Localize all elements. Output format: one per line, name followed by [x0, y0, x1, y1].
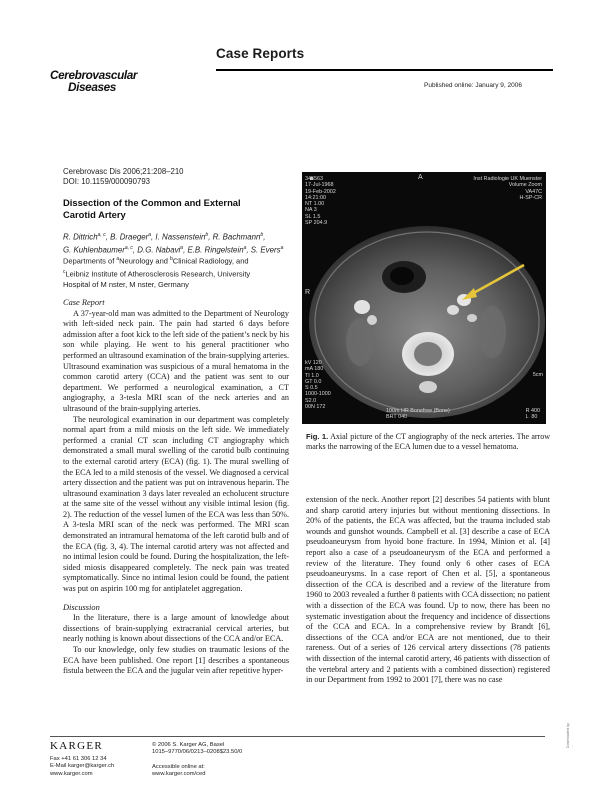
section-title: Case Reports — [216, 46, 305, 61]
discussion-paragraph-2: To our knowledge, only few studies on traumatic lesions of the ECA have been published. One report [1] describes a spontaneous fistula between the ECA and the jugular vein after repetitive hyper- — [63, 645, 289, 676]
title-line-1: Dissection of the Common and External — [63, 197, 241, 208]
website-link[interactable]: www.karger.com — [50, 770, 93, 777]
left-column-body — [63, 298, 289, 677]
header-rule — [216, 69, 553, 71]
authors — [63, 230, 283, 256]
ct-angiography-image — [302, 172, 546, 424]
issn-line: 1015–9770/06/0213–0208$23.50/0 — [152, 749, 243, 756]
online-label: Accessible online at: — [152, 763, 205, 770]
article-title — [63, 197, 241, 221]
download-margin-note: Downloaded by: ... — [566, 722, 574, 748]
overlay-scale: 5cm — [532, 372, 543, 378]
discussion-heading: Discussion — [63, 602, 100, 612]
right-paragraph-1: extension of the neck. Another report [2] describes 54 patients with blunt and sharp carotid artery injuries but without mentioning dissections. In 20% of the patients, the ECA was affected, but the trauma included stab wounds and gunshot wounds. Campbell et al. [3] describe a case of ECA pseudoaneurysm from hyoid bone fracture. In 1994, Minion et al. [4] report also a case of a pseudoaneurysm of the ECA and performed a review of the literature. They found only 6 other cases of ECA pseudoaneurysms. In a case report of Chen et al. [5], a spontaneous dissection of the CCA is described and a review of the literature from 1960 to 2003 revealed a further 8 patients with CCA dissection; no patient with a dissection of the ECA was found. Up to now, there has been no systematic investigation about the frequency and incidence of dissections of the CCA and ECA. In a comprehensive review by Brandt [6], dissections of the CCA and/or ECA are not mentioned, due to their rareness. Out of a series of 126 cervical artery dissections (78 patients with dissection of the internal carotid artery, 46 patients with dissection of the vertebral artery and 2 patients with a combined dissection) registered in our Department from 1992 to 2001 [7], there was no case — [306, 495, 550, 685]
case-report-heading: Case Report — [63, 298, 105, 307]
online-url-link[interactable]: www.karger.com/ced — [152, 771, 206, 778]
copyright-line: © 2006 S. Karger AG, Basel — [152, 742, 225, 748]
fax-line: Fax +41 61 306 12 34 — [50, 756, 107, 762]
email-link[interactable]: E-Mail karger@karger.ch — [50, 763, 115, 770]
published-date: Published online: January 9, 2006 — [424, 82, 522, 89]
citation — [63, 167, 184, 188]
citation-line: Cerebrovasc Dis 2006;21:208–210 — [63, 167, 184, 176]
doi-line: DOI: 10.1159/000090793 — [63, 177, 150, 187]
authors-line-1: R. Dittrich$^{a, c}$, B. Draeger$^a$, I. Nassenstein$^b$, R. Bachmann$^b$, — [63, 232, 266, 242]
overlay-bottom-right: R 400 L 80 — [525, 408, 540, 421]
affiliation-line-1: Departments of $^a$Neurology and $^b$Clinical Radiology, and — [63, 256, 249, 266]
publisher-contact — [50, 756, 114, 778]
overlay-top-right: Inst Radiologie UK Muenster Volume Zoom VA47C H-SP-CR — [473, 176, 542, 201]
journal-logo-line2: Diseases — [68, 80, 116, 94]
figure-label: Fig. 1. — [306, 432, 329, 441]
case-paragraph-2: The neurological examination in our department was completely normal apart from a mild miosis on the left side. We immediately performed a cranial CT scan including CT angiography which demonstrated a small mural swelling of the carotid bulb continuing to the external carotid artery (ECA) (fig. 1). The mural swelling of the ECA led to a mild stenosis of the vessel. We diagnosed a cervical artery dissection and the patient was put on intravenous heparin. The ultrasound examination 3 days later revealed an echolucent structure at the same site of the vessel without any visible intimal lesion (fig. 2). The reduction of the vessel lumen of the ECA was less than 50%. A 3-tesla MRI scan of the neck was performed. The MRI scan demonstrated an intramural hematoma of the left carotid bulb and of the ECA (fig. 3, 4). The internal carotid artery was not affected and no intimal lesion could be found. During the hospitalization, the left-sided miosis disappeared completely. The neck pain was treated symptomatically. Since no intimal lesion could be found, the patient was put on aspirin 100 mg for antiplatelet aggregation. — [63, 414, 289, 594]
overlay-anterior: A — [418, 174, 423, 181]
arrow-head-icon — [462, 288, 477, 300]
footer-rule — [50, 736, 545, 737]
case-paragraph-1: A 37-year-old man was admitted to the Department of Neurology with left-sided neck pain. The pain had started 6 days before admission after a foot kick to the left side of the patient’s neck by his son while playing. He went to his general practitioner who performed an ultrasound examination of the brain-supplying arteries. Ultrasound examination was suspicious of a mural hematoma in the common carotid artery (CCA) and the patient was sent to our department. We performed a neurological examination, a CT angiography, a 3-tesla MRI scan of the neck arteries and an ultrasound of the brain-supplying arteries. — [63, 308, 290, 413]
journal-logo — [50, 69, 137, 93]
copyright-block — [152, 742, 242, 779]
overlay-bottom-left: kV 120 mA 180 TI 1.0 GT 0.0 S 0.5 1000-1000 S2.0 00N 172 — [305, 360, 331, 411]
arrow-overlay — [302, 172, 546, 424]
right-column-body — [306, 495, 550, 686]
publisher-logo: KARGER — [50, 740, 104, 752]
authors-line-2: G. Kuhlenbaumer$^{a, c}$, D.G. Nabavi$^a$, E.B. Ringelstein$^a$, S. Evers$^a$ — [63, 245, 284, 255]
affiliations — [63, 254, 250, 290]
journal-logo-line1: Cerebrovascular — [50, 68, 138, 82]
affiliation-line-3: Hospital of M nster, M nster, Germany — [63, 279, 189, 289]
overlay-top-left: 345563 17-Jul-1968 19-Feb-2002 14:21:00 NT 1.00 NA 3 SL 1.5 SP 204.9 — [305, 176, 336, 227]
figure-caption-text: Axial picture of the CT angiography of the neck arteries. The arrow marks the narrowing of the ECA lumen due to a vessel hematoma. — [306, 432, 550, 452]
overlay-bottom-center: 100m HR Bonefree (Bone) BRT 040 — [386, 408, 450, 421]
figure-caption — [306, 432, 550, 453]
arrow-shaft — [470, 265, 524, 295]
discussion-paragraph-1: In the literature, there is a large amount of knowledge about dissections of brain-supplying extracranial cervical arteries, but nearly nothing is known about dissections of the CCA and/or ECA. — [63, 613, 289, 644]
overlay-right-marker: R — [305, 289, 311, 296]
affiliation-line-2: $^c$Leibniz Institute of Atherosclerosis Research, University — [63, 268, 251, 279]
title-line-2: Carotid Artery — [63, 209, 126, 220]
